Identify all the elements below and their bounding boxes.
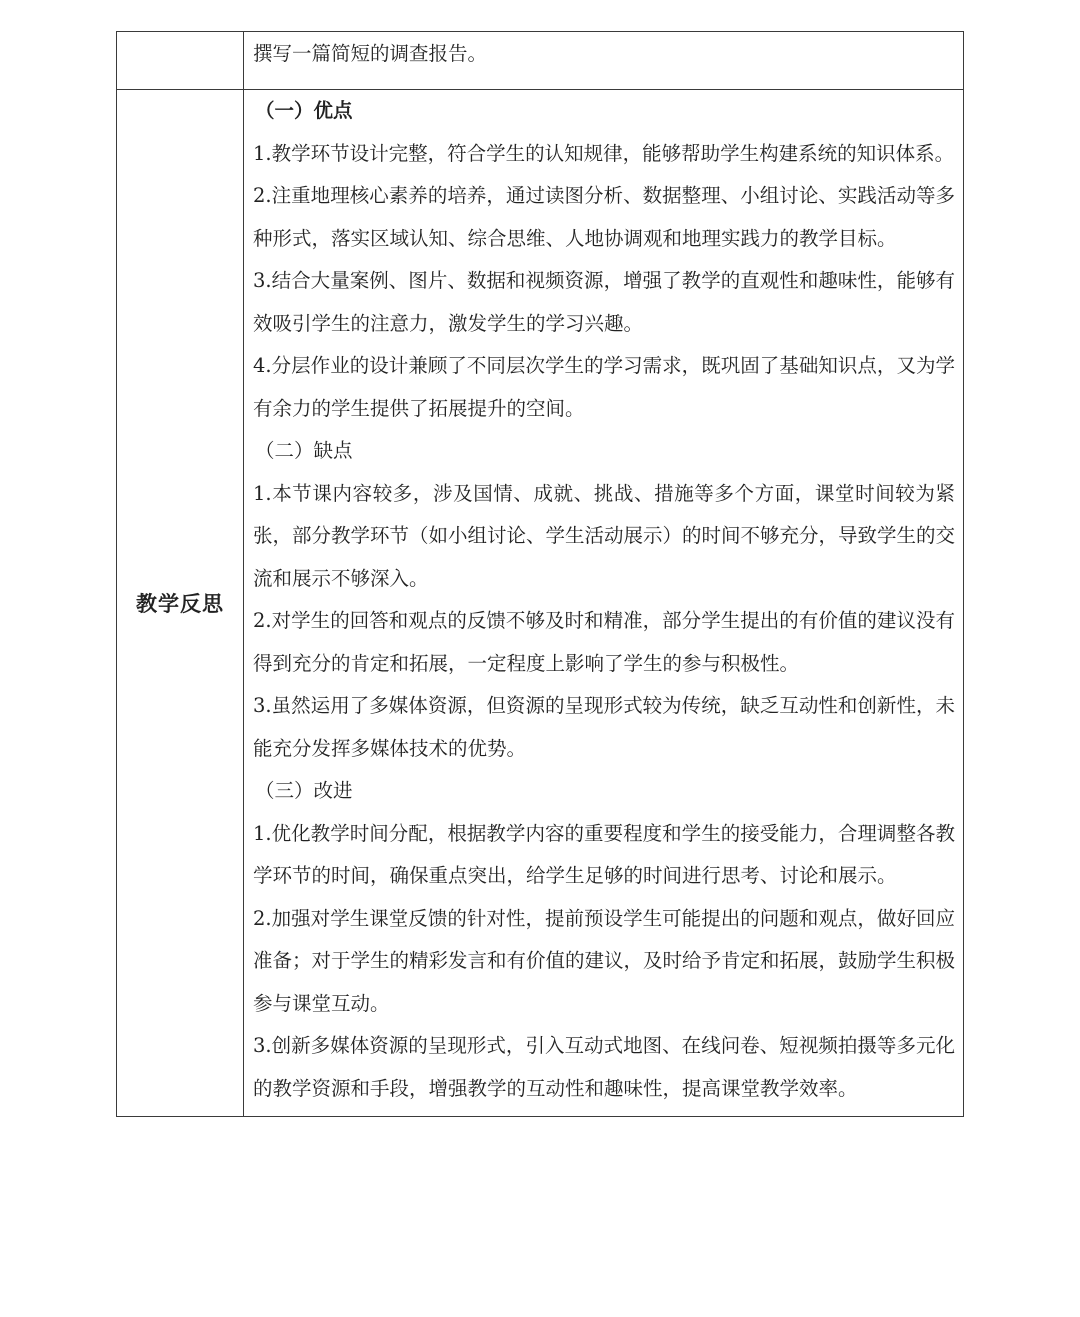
improvement-item-3: 3.创新多媒体资源的呈现形式，引入互动式地图、在线问卷、短视频拍摄等多元化的教学资源和手段，增强教学的互动性和趣味性，提高课堂教学效率。 (253, 1034, 955, 1100)
improvement-item-1: 1.优化教学时间分配，根据教学内容的重要程度和学生的接受能力，合理调整各教学环节的时间，确保重点突出，给学生足够的时间进行思考、讨论和展示。 (253, 821, 955, 887)
reflection-label: 教学反思 (117, 90, 244, 1116)
section-heading-strengths: （一）优点 (255, 99, 353, 122)
strength-item-4: 4.分层作业的设计兼顾了不同层次学生的学习需求，既巩固了基础知识点，又为学有余力的学生提供了拓展提升的空间。 (253, 354, 955, 420)
table-row-report (117, 32, 963, 89)
report-cell (244, 32, 963, 88)
row-label-empty (117, 32, 244, 89)
weakness-item-3: 3.虽然运用了多媒体资源，但资源的呈现形式较为传统，缺乏互动性和创新性，未能充分发挥多媒体技术的优势。 (253, 694, 955, 760)
strength-item-2: 2.注重地理核心素养的培养，通过读图分析、数据整理、小组讨论、实践活动等多种形式，落实区域认知、综合思维、人地协调观和地理实践力的教学目标。 (253, 184, 955, 250)
lesson-plan-table (116, 31, 964, 1117)
weakness-item-2: 2.对学生的回答和观点的反馈不够及时和精准，部分学生提出的有价值的建议没有得到充分的肯定和拓展，一定程度上影响了学生的参与积极性。 (253, 609, 955, 675)
table-row-reflection (117, 89, 963, 1116)
report-text: 撰写一篇简短的调查报告。 (253, 42, 488, 65)
improvement-item-2: 2.加强对学生课堂反馈的针对性，提前预设学生可能提出的问题和观点，做好回应准备；对于学生的精彩发言和有价值的建议，及时给予肯定和拓展，鼓励学生积极参与课堂互动。 (253, 906, 956, 1015)
section-heading-weaknesses: （二）缺点 (255, 439, 353, 462)
strength-item-1: 1.教学环节设计完整，符合学生的认知规律，能够帮助学生构建系统的知识体系。 (253, 141, 955, 165)
strength-item-3: 3.结合大量案例、图片、数据和视频资源，增强了教学的直观性和趣味性，能够有效吸引学生的注意力，激发学生的学习兴趣。 (253, 269, 955, 335)
reflection-content (244, 90, 963, 1116)
weakness-item-1: 1.本节课内容较多，涉及国情、成就、挑战、措施等多个方面，课堂时间较为紧张，部分教学环节（如小组讨论、学生活动展示）的时间不够充分，导致学生的交流和展示不够深入。 (253, 481, 956, 590)
section-heading-improvements: （三）改进 (255, 779, 353, 802)
